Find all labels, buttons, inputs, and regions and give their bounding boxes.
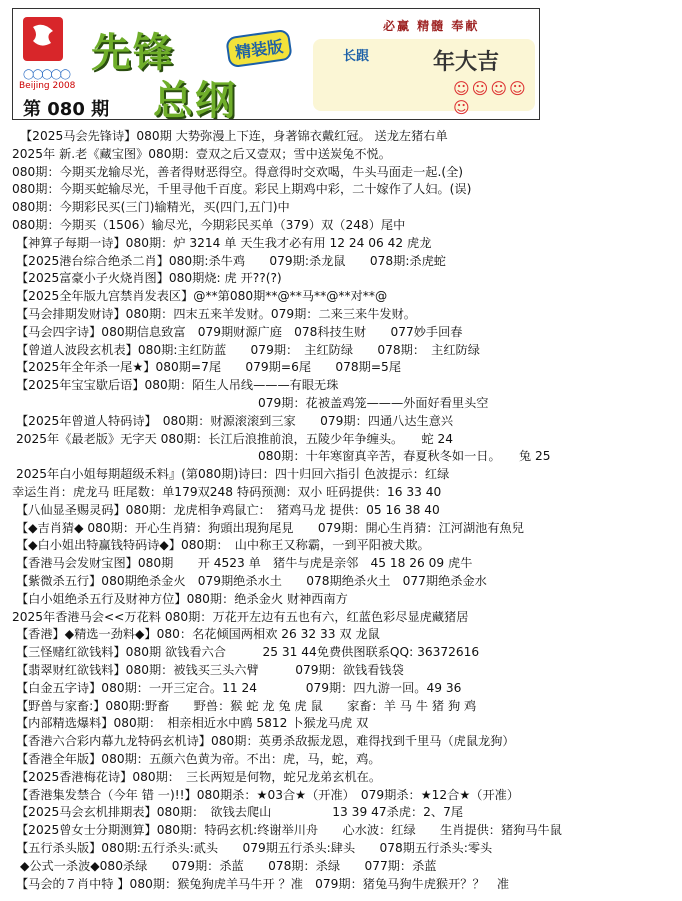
text-line: 【2025全年版九宫禁肖发表区】@**第080期**@**马**@**对**@ (16, 289, 388, 304)
text-line: 【香港马会发财宝图】080期 开 4523 单 猪牛与虎是亲邻 45 18 26 09 虎牛 (16, 556, 473, 571)
edition-badge: 精装版 (225, 29, 293, 69)
text-line: 【三怪赌红欲钱料】080期 欲钱看六合 25 31 44免费供图联系QQ: 36372616 (16, 645, 480, 660)
text-line: 080期：今期买龙输尽光，善者得财恶得空。得意得时交欢喝，牛头马面走一起.(全) (12, 164, 464, 179)
text-line: 【马会四字诗】080期信息致富 079期财源广庭 078科技生财 077妙手回春 (16, 324, 463, 339)
header-banner (12, 8, 540, 120)
issue-number: 第 080 期 (23, 99, 110, 120)
olympic-rings-icon: ◯◯◯◯◯ (23, 69, 69, 80)
text-line: 2025年 新.老《藏宝图》080期：壹双之后又壹双；雪中送炭兔不悦。 (12, 146, 391, 161)
text-line: 【香港集发禁合（今年 错 一)!!】080期杀：★03合★（开准） 079期杀：★12合★（开准） (16, 787, 520, 802)
text-line: 【白金五字诗】080期：一开三定合。11 24 079期：四九游一回。49 36 (16, 680, 462, 695)
text-line: 【2025年全年杀一尾★】080期=7尾 079期=6尾 078期=5尾 (16, 360, 402, 375)
text-line: 080期：今期买（1506）输尽光，今期彩民买单（379）双（248）尾中 (12, 218, 406, 232)
text-line: 【香港】◆精选一劲料◆】080：名花倾国两相欢 26 32 33 双 龙鼠 (16, 627, 380, 642)
text-line: 2025年香港马会<<万花料 080期：万花开左边有五也有六，红蓝色彩尽显虎藏猪居 (12, 609, 469, 624)
text-line: 【香港全年版】080期：五颜六色黄为帝。不出：虎，马，蛇，鸡。 (16, 752, 381, 766)
text-line: 【马会的７肖中特 】080期：猴兔狗虎羊马牛开 ？准 079期：猪兔马狗牛虎猴开？？ 准 (16, 876, 510, 891)
title-sub: 总纲 (153, 77, 237, 120)
text-line: 079期：花被盖鸡笼———外面好看里头空 (258, 396, 489, 410)
text-line: 【◆白小姐出特赢钱特码诗◆】080期： 山中称王又称霸，一到平阳被犬欺。 (16, 538, 430, 553)
text-line: 080期：十年寒窗真辛苦，春夏秋冬如一日。 兔 25 (258, 449, 551, 464)
text-line: 【内部精选爆料】080期： 相亲相近水中鸥 5812 卜猴龙马虎 双 (16, 716, 369, 731)
text-line: 2025年白小姐每期超级禾料』(第080期)诗曰：四十归回六指引 色波提示：红绿 (16, 467, 450, 482)
text-line: 【2025富豪小子火烧肖图】080期烧: 虎 开??(?) (16, 271, 282, 286)
text-line: 【2025香港梅花诗】080期： 三长两短是何物，蛇兄龙弟玄机在。 (16, 769, 382, 784)
text-line: 080期：今期买蛇输尽光，千里寻他千百度。彩民上期鸡中彩，二十嫁作了人妇。(误) (12, 182, 472, 197)
text-line: 【2025马会玄机排期表】080期： 欲钱去爬山 13 39 47杀虎：2、7尾 (16, 805, 464, 820)
text-line: 2025年《最老版》无字天 080期：长江后浪推前浪，五陵少年争缠头。 蛇 24 (16, 431, 454, 446)
new-year-text: 年大吉 (433, 49, 500, 75)
text-line: 【神算子每期一诗】080期：炉 3214 单 天生我才必有用 12 24 06 42 虎龙 (16, 235, 432, 250)
follow-text: 长跟 (343, 49, 370, 64)
text-line: 【2025马会先锋诗】080期 大势弥漫上下连，身著锦衣戴红冠。 送龙左猪右单 (20, 129, 448, 143)
text-line: 【翡翠财红欲钱料】080期：被钱买三头六臂 079期：欲钱看钱袋 (16, 663, 404, 677)
mascots-icon: ☺☺☺☺☺ (453, 79, 528, 117)
text-line: 【◆吉肖猜◆ 080期：开心生肖猜：狗頭出現狗尾見 079期：開心生肖猜：江河湖池有魚兒 (16, 520, 524, 535)
text-line: 【2025年宝宝歇后语】080期：陌生人吊线———有眼无珠 (16, 378, 339, 393)
text-line: 【曾道人波段玄机表】080期:主红防蓝 079期： 主红防绿 078期： 主红防绿 (16, 342, 480, 357)
text-line: 【八仙显圣赐灵码】080期：龙虎相争鸡鼠亡： 猪鸡马龙 提供：05 16 38 40 (16, 502, 440, 517)
text-line: 【2025港台综合绝杀二肖】080期:杀牛鸡 079期:杀龙鼠 078期:杀虎蛇 (16, 253, 446, 268)
motto-text: 必赢 精髓 奉献 (383, 19, 480, 33)
text-line: 【香港六合彩内幕九龙特码玄机诗】080期：英勇杀敌振龙恩，难得找到千里马（虎鼠龙狗） (16, 734, 515, 749)
text-line: 【2025曾女士分期测算】080期：特码玄机:终谢举川舟 心水波：红绿 生肖提供：猪狗马牛鼠 (16, 823, 562, 838)
olympic-logo (17, 13, 77, 93)
text-line: 【马会排期发财诗】080期：四末五来羊发财。079期：二来三来牛发财。 (16, 307, 416, 321)
title-main: 先锋 (91, 29, 175, 76)
text-line: 【白小姐绝杀五行及财神方位】080期：绝杀金火 财神西南方 (16, 591, 348, 606)
text-line: 【紫微杀五行】080期绝杀金火 079期绝杀水土 078期绝杀火土 077期绝杀金水 (16, 574, 487, 588)
beijing-emblem-icon (17, 13, 77, 69)
text-line: 080期：今期彩民买(三门)输精光，买(四门,五门)中 (12, 200, 290, 215)
text-line: 【2025年曾道人特码诗】 080期：财源滚滚到三家 079期：四通八达生意兴 (16, 413, 454, 428)
logo-caption: Beijing 2008 (19, 81, 76, 91)
text-line: 【野兽与家畜:】080期:野畜 野兽：猴 蛇 龙 兔 虎 鼠 家畜：羊 马 牛 猪 狗 鸡 (16, 698, 477, 713)
text-line: ◆公式一杀波◆080杀绿 079期：杀蓝 078期：杀绿 077期：杀蓝 (20, 858, 437, 873)
text-line: 【五行杀头版】080期:五行杀头:贰头 079期五行杀头:肆头 078期五行杀头:零头 (16, 841, 493, 855)
text-line: 幸运生肖：虎龙马 旺尾数：单179双248 特码预测：双小 旺码提供：16 33 40 (12, 485, 442, 499)
